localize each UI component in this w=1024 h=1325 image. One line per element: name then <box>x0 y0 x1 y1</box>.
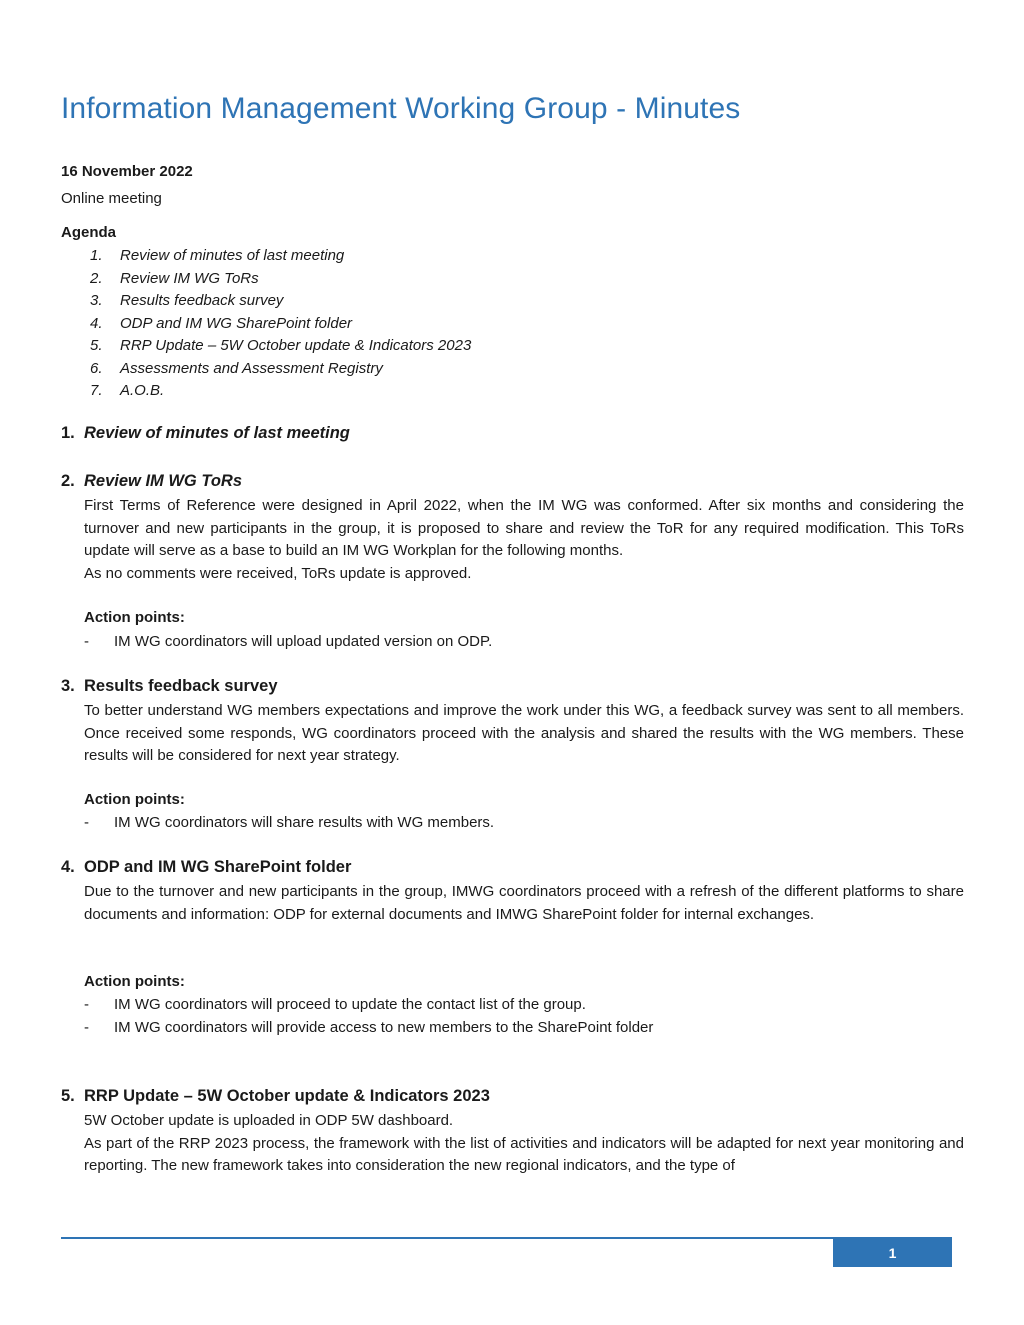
agenda-item-label: Review of minutes of last meeting <box>120 247 345 264</box>
action-item <box>84 1016 653 1039</box>
bullet-marker: - <box>84 814 89 831</box>
action-points-list <box>84 630 492 653</box>
section-body <box>84 881 964 926</box>
agenda-item <box>90 290 471 313</box>
section-heading <box>61 424 350 443</box>
agenda-item <box>90 313 471 336</box>
section-body <box>84 495 964 585</box>
section-title: Review IM WG ToRs <box>84 472 242 490</box>
agenda-item-number: 6. <box>90 359 103 377</box>
agenda-item-number: 5. <box>90 337 103 354</box>
page-number-badge: 1 <box>833 1239 952 1267</box>
agenda-heading: Agenda <box>61 224 117 241</box>
action-item <box>84 993 653 1016</box>
section-body <box>84 700 964 768</box>
paragraph: First Terms of Reference were designed in April 2022, when the IM WG was conformed. After six months and considering the turnover and new participants in the group, it is proposed to share and review the ToR for any required modification. This ToRs update will serve as a base to build an IM WG Workplan for the following months. <box>84 497 964 559</box>
action-points-label: Action points: <box>84 791 185 808</box>
agenda-item <box>90 358 471 381</box>
action-item-text: IM WG coordinators will provide access to new members to the SharePoint folder <box>114 1019 654 1036</box>
bullet-marker: - <box>84 1019 89 1036</box>
agenda-item-label: Assessments and Assessment Registry <box>120 359 383 377</box>
section-title: Review of minutes of last meeting <box>84 424 350 442</box>
section-title: Results feedback survey <box>84 677 278 695</box>
section-number: 4. <box>61 858 75 876</box>
agenda-item-label: Results feedback survey <box>120 292 284 309</box>
footer-rule <box>61 1237 952 1239</box>
paragraph: As part of the RRP 2023 process, the framework with the list of activities and indicators will be adapted for next year monitoring and reporting. The new framework takes into consideration the new regional indicators, and the type of <box>84 1134 964 1174</box>
agenda-item <box>90 268 471 291</box>
section-heading <box>61 1087 490 1106</box>
agenda-item-label: Review IM WG ToRs <box>120 269 259 287</box>
section-title: RRP Update – 5W October update & Indicators 2023 <box>84 1087 490 1105</box>
agenda-item-number: 1. <box>90 247 103 264</box>
action-points-list <box>84 811 494 834</box>
action-points-list <box>84 993 653 1039</box>
bullet-marker: - <box>84 996 89 1013</box>
agenda-item-label: A.O.B. <box>120 382 165 399</box>
agenda-item-number: 2. <box>90 269 103 287</box>
agenda-list <box>90 245 471 403</box>
action-item-text: IM WG coordinators will proceed to update the contact list of the group. <box>114 996 586 1013</box>
section-heading <box>61 472 242 491</box>
action-item <box>84 811 494 834</box>
action-item <box>84 630 492 653</box>
paragraph: To better understand WG members expectations and improve the work under this WG, a feedback survey was sent to all members. Once received some responds, WG coordinators proceed with the analysis and shared the results with the WG members. These results will be considered for next year strategy. <box>84 702 964 764</box>
section-number: 1. <box>61 424 75 442</box>
action-points-label: Action points: <box>84 609 185 626</box>
agenda-item <box>90 245 471 268</box>
agenda-item <box>90 380 471 403</box>
document-title: Information Management Working Group - Minutes <box>61 92 741 125</box>
meeting-date: 16 November 2022 <box>61 163 193 180</box>
meeting-venue: Online meeting <box>61 190 162 207</box>
action-points-label: Action points: <box>84 973 185 990</box>
paragraph: 5W October update is uploaded in ODP 5W dashboard. <box>84 1112 454 1129</box>
paragraph: Due to the turnover and new participants in the group, IMWG coordinators proceed with a refresh of the different platforms to share documents and information: ODP for external documents and IMWG SharePoint folder for internal exchanges. <box>84 883 964 923</box>
agenda-item-number: 4. <box>90 314 103 332</box>
action-item-text: IM WG coordinators will share results with WG members. <box>114 814 495 831</box>
paragraph: As no comments were received, ToRs update is approved. <box>84 564 472 582</box>
bullet-marker: - <box>84 633 89 650</box>
section-number: 3. <box>61 677 75 695</box>
section-number: 2. <box>61 472 75 490</box>
section-body <box>84 1110 964 1178</box>
section-number: 5. <box>61 1087 75 1105</box>
agenda-item-number: 7. <box>90 382 103 399</box>
action-item-text: IM WG coordinators will upload updated version on ODP. <box>114 633 493 650</box>
section-title: ODP and IM WG SharePoint folder <box>84 858 352 876</box>
section-heading <box>61 858 351 877</box>
agenda-item-number: 3. <box>90 292 103 309</box>
agenda-item-label: RRP Update – 5W October update & Indicators 2023 <box>120 337 472 354</box>
agenda-item <box>90 335 471 358</box>
agenda-item-label: ODP and IM WG SharePoint folder <box>120 314 353 332</box>
section-heading <box>61 677 278 696</box>
